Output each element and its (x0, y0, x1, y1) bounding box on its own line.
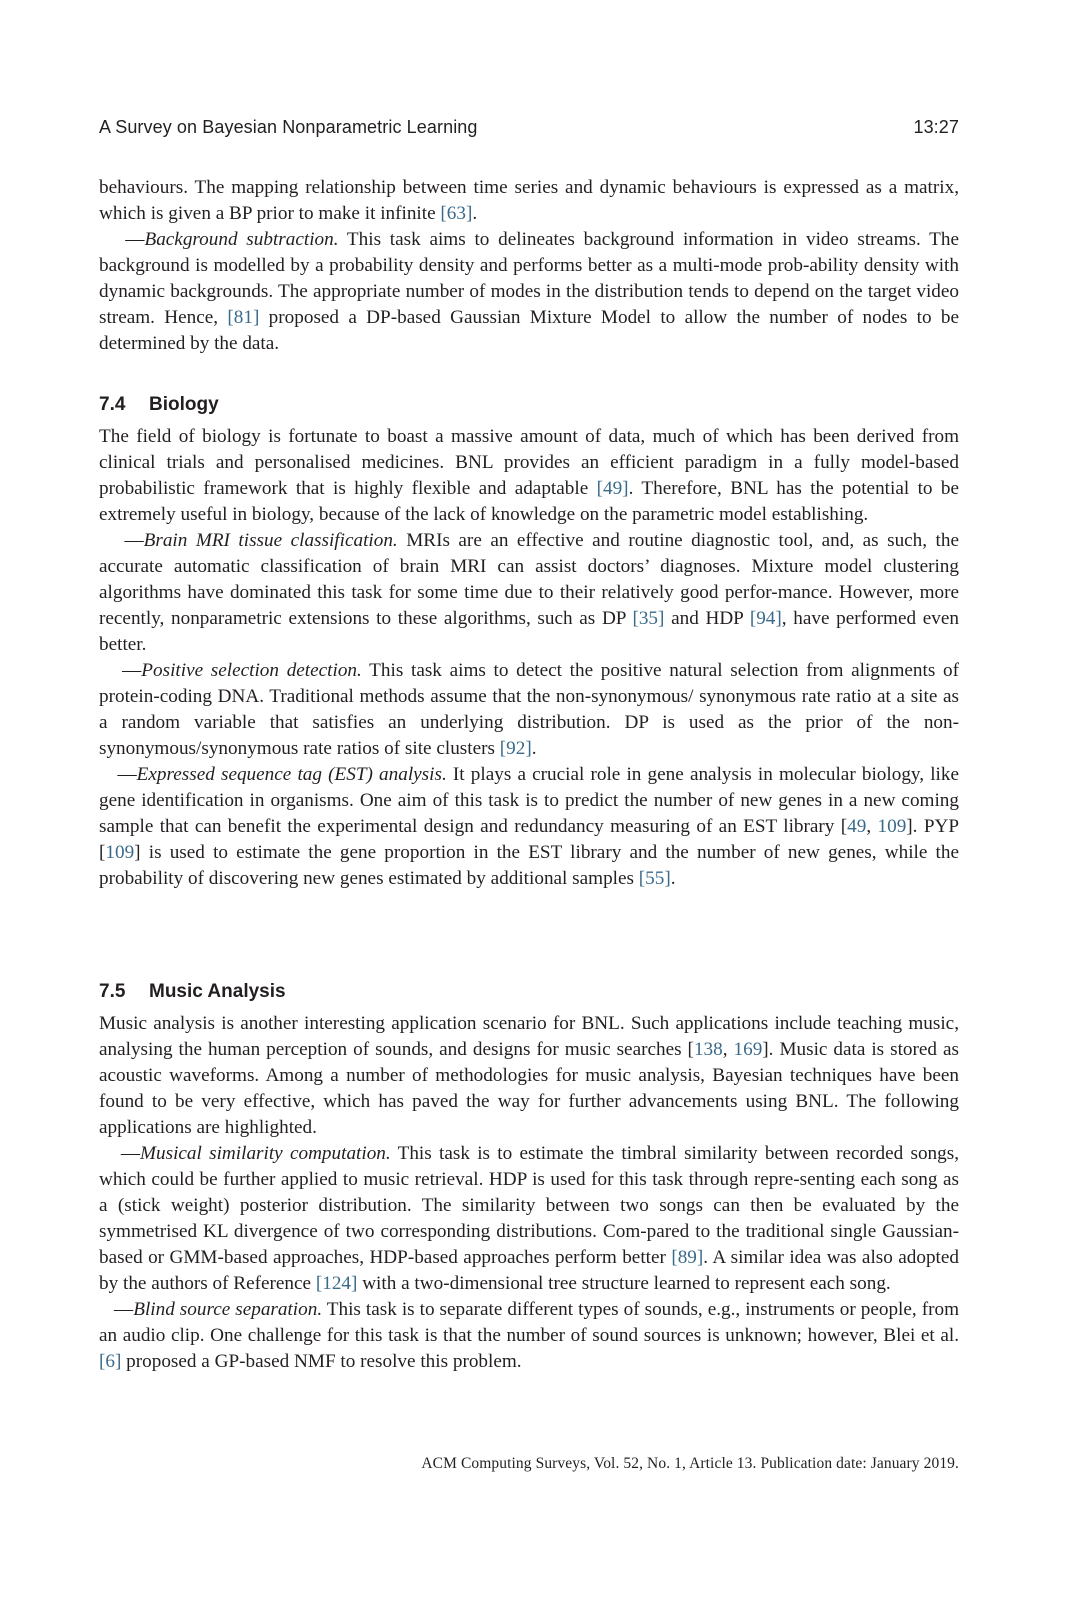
item-term: Brain MRI tissue classification. (143, 530, 398, 551)
citation-link[interactable]: [92] (499, 738, 532, 759)
item-term: Musical similarity computation. (140, 1143, 391, 1164)
citation-link[interactable]: 109 (105, 842, 135, 863)
citation-link[interactable]: 138 (693, 1039, 723, 1060)
running-head (99, 117, 959, 143)
citation-link[interactable]: 49 (847, 816, 867, 837)
biology-intro-paragraph: The field of biology is fortunate to boast a massive amount of data, much of which has been derived from clinical trials and personalised medicines. BNL provides an efficient paradigm in a fully model-based probabilistic framework that is highly flexible and adaptable [49]. Therefore, BNL has the potential to be extremely useful in biology, because of the lack of knowledge on the parametric model establishing. (99, 426, 959, 525)
music-intro-paragraph: Music analysis is another interesting application scenario for BNL. Such applications include teaching music, analysing the human perception of sounds, and designs for music searches [138, 169]. Music data is stored as acoustic waveforms. Among a number of methodologies for music analysis, Bayesian techniques have been found to be very effective, which has paved the way for further advancements using BNL. The following applications are highlighted. (99, 1013, 959, 1138)
page-footer: ACM Computing Surveys, Vol. 52, No. 1, Article 13. Publication date: January 2019. (421, 1455, 959, 1472)
list-item-brain-mri: —Brain MRI tissue classification. MRIs are an effective and routine diagnostic tool, and, as such, the accurate automatic classification of brain MRI can assist doctors’ diagnoses. Mixture model clustering algorithms have dominated this task for some time due to their relatively good perfor-mance. However, more recently, nonparametric extensions to these algorithms, such as DP [35] and HDP [94], have performed even better. (99, 530, 959, 655)
citation-link[interactable]: [81] (227, 307, 260, 328)
list-item-musical-similarity: —Musical similarity computation. This task is to estimate the timbral similarity between recorded songs, which could be further applied to music retrieval. HDP is used for this task through repre-senting each song as a (stick weight) posterior distribution. The similarity between two songs can then be evaluated by the symmetrised KL divergence of two corresponding distributions. Com-pared to the traditional single Gaussian-based or GMM-based approaches, HDP-based approaches perform better [89]. A similar idea was also adopted by the authors of Reference [124] with a two-dimensional tree structure learned to represent each song. (99, 1143, 960, 1294)
item-term: Positive selection detection. (141, 660, 362, 681)
section-number: 7.4 (99, 394, 126, 415)
item-dash: — (125, 229, 145, 250)
continuation-paragraph: behaviours. The mapping relationship between time series and dynamic behaviours is expressed as a matrix, which is given a BP prior to make it infinite [63]. (99, 177, 959, 224)
running-head-title: A Survey on Bayesian Nonparametric Learning (99, 117, 478, 137)
citation-link[interactable]: [55] (638, 868, 671, 889)
section-7-3-continuation (99, 175, 959, 357)
item-term: Expressed sequence tag (EST) analysis. (136, 764, 447, 785)
section-number: 7.5 (99, 981, 126, 1002)
citation-link[interactable]: 109 (877, 816, 907, 837)
item-term: Blind source separation. (133, 1299, 323, 1320)
list-item-est-analysis: —Expressed sequence tag (EST) analysis. It plays a crucial role in gene analysis in molecular biology, like gene identification in organisms. One aim of this task is to predict the number of new genes in a new coming sample that can benefit the experimental design and redundancy measuring of an EST library [49, 109]. PYP [109] is used to estimate the gene proportion in the EST library and the number of new genes, while the probability of discovering new genes estimated by additional samples [55]. (99, 764, 960, 889)
citation-link[interactable]: 169 (733, 1039, 763, 1060)
section-music-body (99, 1011, 959, 1375)
list-item-blind-source-separation: —Blind source separation. This task is to separate different types of sounds, e.g., instruments or people, from an audio clip. One challenge for this task is that the number of sound sources is unknown; however, Blei et al. [6] proposed a GP-based NMF to resolve this problem. (99, 1299, 960, 1372)
citation-link[interactable]: [63] (440, 203, 473, 224)
citation-link[interactable]: [6] (99, 1351, 122, 1372)
citation-link[interactable]: [35] (632, 608, 665, 629)
citation-link[interactable]: [49] (596, 478, 629, 499)
section-title: Music Analysis (149, 981, 286, 1002)
citation-link[interactable]: [94] (749, 608, 782, 629)
citation-link[interactable]: [124] (315, 1273, 358, 1294)
section-biology-body (99, 424, 959, 892)
item-term: Background subtraction. (144, 229, 339, 250)
list-item-background-subtraction: —Background subtraction. This task aims to delineates background information in video streams. The background is modelled by a probability density and performs better as a multi-mode prob-ability density with dynamic backgrounds. The appropriate number of modes in the distribution tends to depend on the target video stream. Hence, [81] proposed a DP-based Gaussian Mixture Model to allow the number of nodes to be determined by the data. (99, 229, 960, 354)
list-item-positive-selection: —Positive selection detection. This task aims to detect the positive natural selection from alignments of protein-coding DNA. Traditional methods assume that the non-synonymous/ synonymous rate ratio at a site as a random variable that satisfies an underlying distribution. DP is used as the prior of the non-synonymous/synonymous rate ratios of site clusters [92]. (99, 660, 960, 759)
citation-link[interactable]: [89] (671, 1247, 704, 1268)
page-number: 13:27 (913, 117, 959, 137)
section-title: Biology (149, 394, 219, 415)
section-heading-music-analysis (99, 979, 286, 1005)
section-heading-biology (99, 392, 219, 418)
